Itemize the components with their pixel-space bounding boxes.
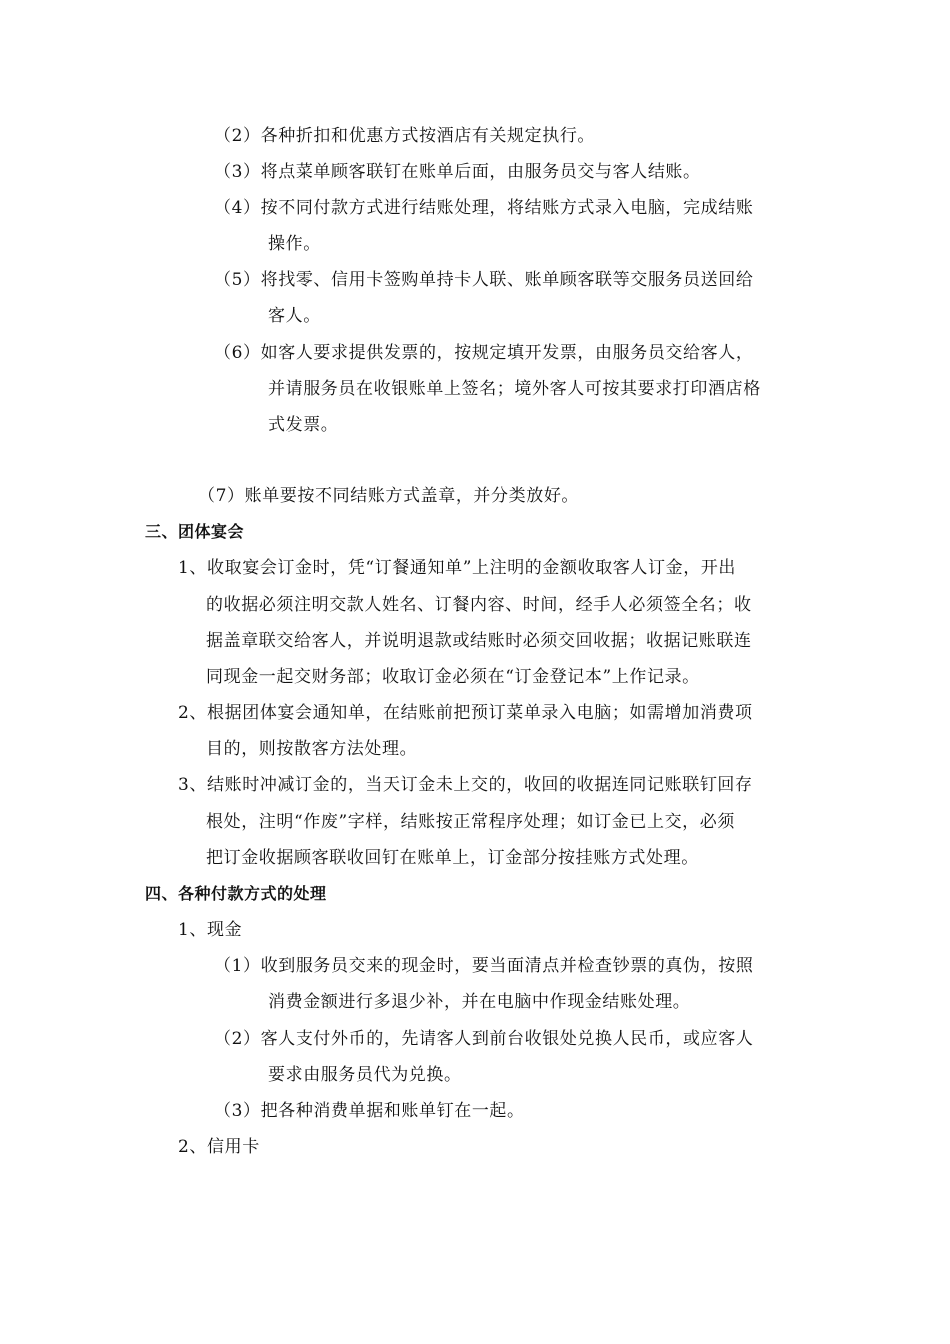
banquet-paragraph-2: 2、根据团体宴会通知单，在结账前把预订菜单录入电脑；如需增加消费项 — [178, 703, 753, 723]
banquet-paragraph-1-cont-1: 的收据必须注明交款人姓名、订餐内容、时间，经手人必须签全名；收 — [206, 595, 752, 615]
checkout-step-7: （7）账单要按不同结账方式盖章，并分类放好。 — [198, 486, 580, 506]
cash-step-2-cont: 要求由服务员代为兑换。 — [268, 1065, 462, 1085]
banquet-paragraph-3-cont-1: 根处，注明“作废”字样，结账按正常程序处理；如订金已上交，必须 — [206, 812, 735, 832]
checkout-step-4: （4）按不同付款方式进行结账处理，将结账方式录入电脑，完成结账 — [214, 198, 754, 218]
cash-step-2: （2）客人支付外币的，先请客人到前台收银处兑换人民币，或应客人 — [214, 1029, 754, 1049]
cash-step-3: （3）把各种消费单据和账单钉在一起。 — [214, 1101, 525, 1121]
subheading-cash: 1、现金 — [178, 920, 243, 940]
banquet-paragraph-1-cont-3: 同现金一起交财务部；收取订金必须在“订金登记本”上作记录。 — [206, 667, 700, 687]
checkout-step-3: （3）将点菜单顾客联钉在账单后面，由服务员交与客人结账。 — [214, 162, 701, 182]
banquet-paragraph-2-cont: 目的，则按散客方法处理。 — [206, 739, 418, 759]
checkout-step-6-cont-2: 式发票。 — [268, 415, 339, 435]
checkout-step-4-cont: 操作。 — [268, 234, 321, 254]
section-heading-group-banquet: 三、团体宴会 — [145, 522, 245, 541]
banquet-paragraph-1-cont-2: 据盖章联交给客人，并说明退款或结账时必须交回收据；收据记账联连 — [206, 631, 752, 651]
cash-step-1: （1）收到服务员交来的现金时，要当面清点并检查钞票的真伪，按照 — [214, 956, 754, 976]
checkout-step-6: （6）如客人要求提供发票的，按规定填开发票，由服务员交给客人， — [214, 343, 754, 363]
banquet-paragraph-3-cont-2: 把订金收据顾客联收回钉在账单上，订金部分按挂账方式处理。 — [206, 848, 699, 868]
subheading-credit-card: 2、信用卡 — [178, 1137, 260, 1157]
checkout-step-2: （2）各种折扣和优惠方式按酒店有关规定执行。 — [214, 126, 596, 146]
banquet-paragraph-1: 1、收取宴会订金时，凭“订餐通知单”上注明的金额收取客人订金，开出 — [178, 558, 736, 578]
section-heading-payment-methods: 四、各种付款方式的处理 — [145, 884, 327, 903]
checkout-step-5: （5）将找零、信用卡签购单持卡人联、账单顾客联等交服务员送回给 — [214, 270, 754, 290]
banquet-paragraph-3: 3、结账时冲减订金的，当天订金未上交的，收回的收据连同记账联钉回存 — [178, 775, 753, 795]
checkout-step-5-cont: 客人。 — [268, 306, 321, 326]
checkout-step-6-cont-1: 并请服务员在收银账单上签名；境外客人可按其要求打印酒店格 — [268, 379, 761, 399]
cash-step-1-cont: 消费金额进行多退少补，并在电脑中作现金结账处理。 — [268, 992, 691, 1012]
